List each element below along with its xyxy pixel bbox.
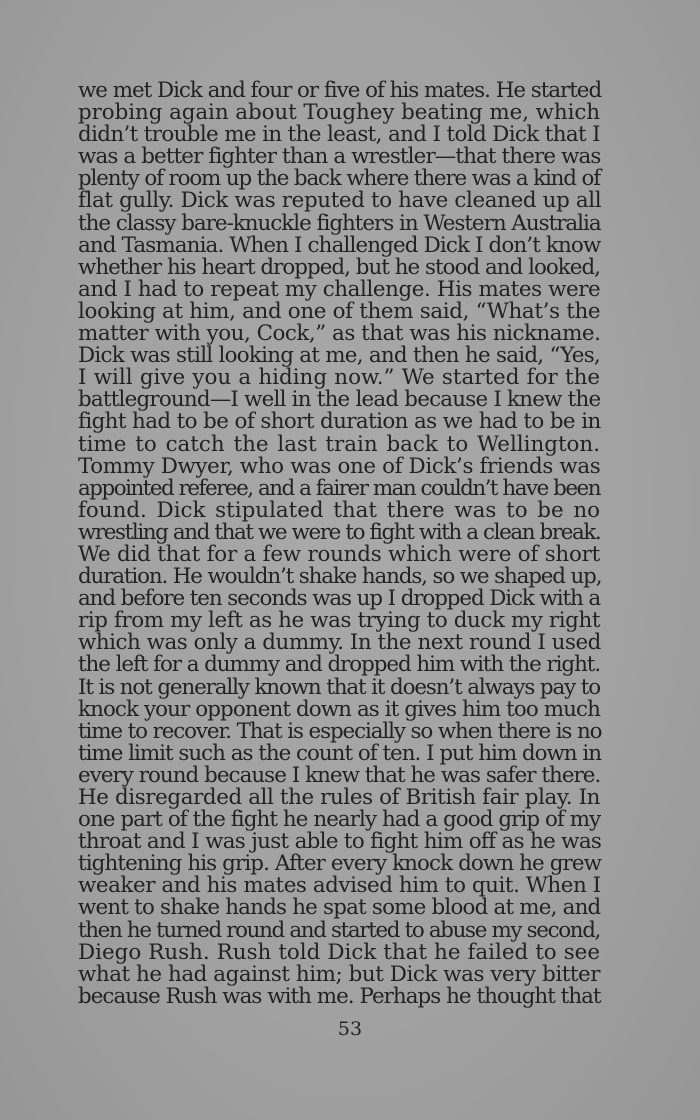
text-line: time to catch the last train back to Wellington. [78,431,600,457]
text-line: flat gully. Dick was reputed to have cleaned up all [78,188,602,214]
text-line: looking at him, and one of them said, “What’s the [78,298,601,324]
text-line: we met Dick and four or five of his mates. He started [78,78,602,103]
text-line: went to shake hands he spat some blood at me, and [78,895,601,921]
text-line: Diego Rush. Rush told Dick that he failed to see [78,939,600,965]
text-line: was a better fighter than a wrestler—that there was [78,144,601,170]
text-line: fight had to be of short duration as we had to be in [78,409,601,435]
text-line: battleground—I well in the lead because I knew the [78,387,601,413]
text-line: which was only a dummy. In the next round I used [78,630,601,656]
text-line: the left for a dummy and dropped him with the right. [78,652,601,678]
text-line: and I had to repeat my challenge. His mates were [78,276,601,302]
text-line: Dick was still looking at me, and then he said, “Yes, [78,343,600,369]
text-line: time to recover. That is especially so when there is no [78,718,602,744]
text-line: tightening his grip. After every knock down he grew [78,851,602,877]
text-line: what he had against him; but Dick was very bitter [78,961,600,987]
text-line: appointed referee, and a fairer man couldn’t have been [78,475,600,501]
text-line: knock your opponent down as it gives him too much [78,696,600,722]
text-line: He disregarded all the rules of British fair play. In [78,785,601,810]
text-line: the classy bare-knuckle fighters in Western Australia [78,210,601,236]
text-line: didn’t trouble me in the least, and I told Dick that I [78,122,600,148]
text-line: probing again about Toughey beating me, which [78,100,601,126]
text-line: Tommy Dwyer, who was one of Dick’s friends was [78,453,601,479]
text-line: wrestling and that we were to fight with a clean break. [78,519,601,545]
text-line: and before ten seconds was up I dropped Dick with a [78,586,600,612]
text-line: and Tasmania. When I challenged Dick I don’t know [78,232,601,258]
body-text [78,80,600,1008]
text-line: throat and I was just able to fight him off as he was [78,829,602,855]
text-line: then he turned round and started to abuse my second, [78,917,600,943]
text-line: time limit such as the count of ten. I put him down in [78,740,601,766]
text-line: It is not generally known that it doesn’t always pay to [78,674,600,700]
text-line: one part of the fight he nearly had a good grip of my [78,807,601,833]
page-number: 53 [337,1018,363,1040]
text-line: whether his heart dropped, but he stood and looked, [78,254,600,280]
text-line: duration. He wouldn’t shake hands, so we shaped up, [78,564,602,590]
text-line: I will give you a hiding now.” We started for the [78,365,600,391]
text-line: We did that for a few rounds which were of short [78,541,600,567]
text-line: found. Dick stipulated that there was to be no [78,497,600,523]
text-line: every round because I knew that he was safer there. [78,762,601,788]
text-line: plenty of room up the back where there was a kind of [78,166,600,192]
text-line: because Rush was with me. Perhaps he thought that [78,983,601,1009]
text-line: matter with you, Cock,” as that was his nickname. [78,321,601,347]
text-line: rip from my left as he was trying to duck my right [78,608,601,634]
text-line: weaker and his mates advised him to quit. When I [78,873,601,899]
